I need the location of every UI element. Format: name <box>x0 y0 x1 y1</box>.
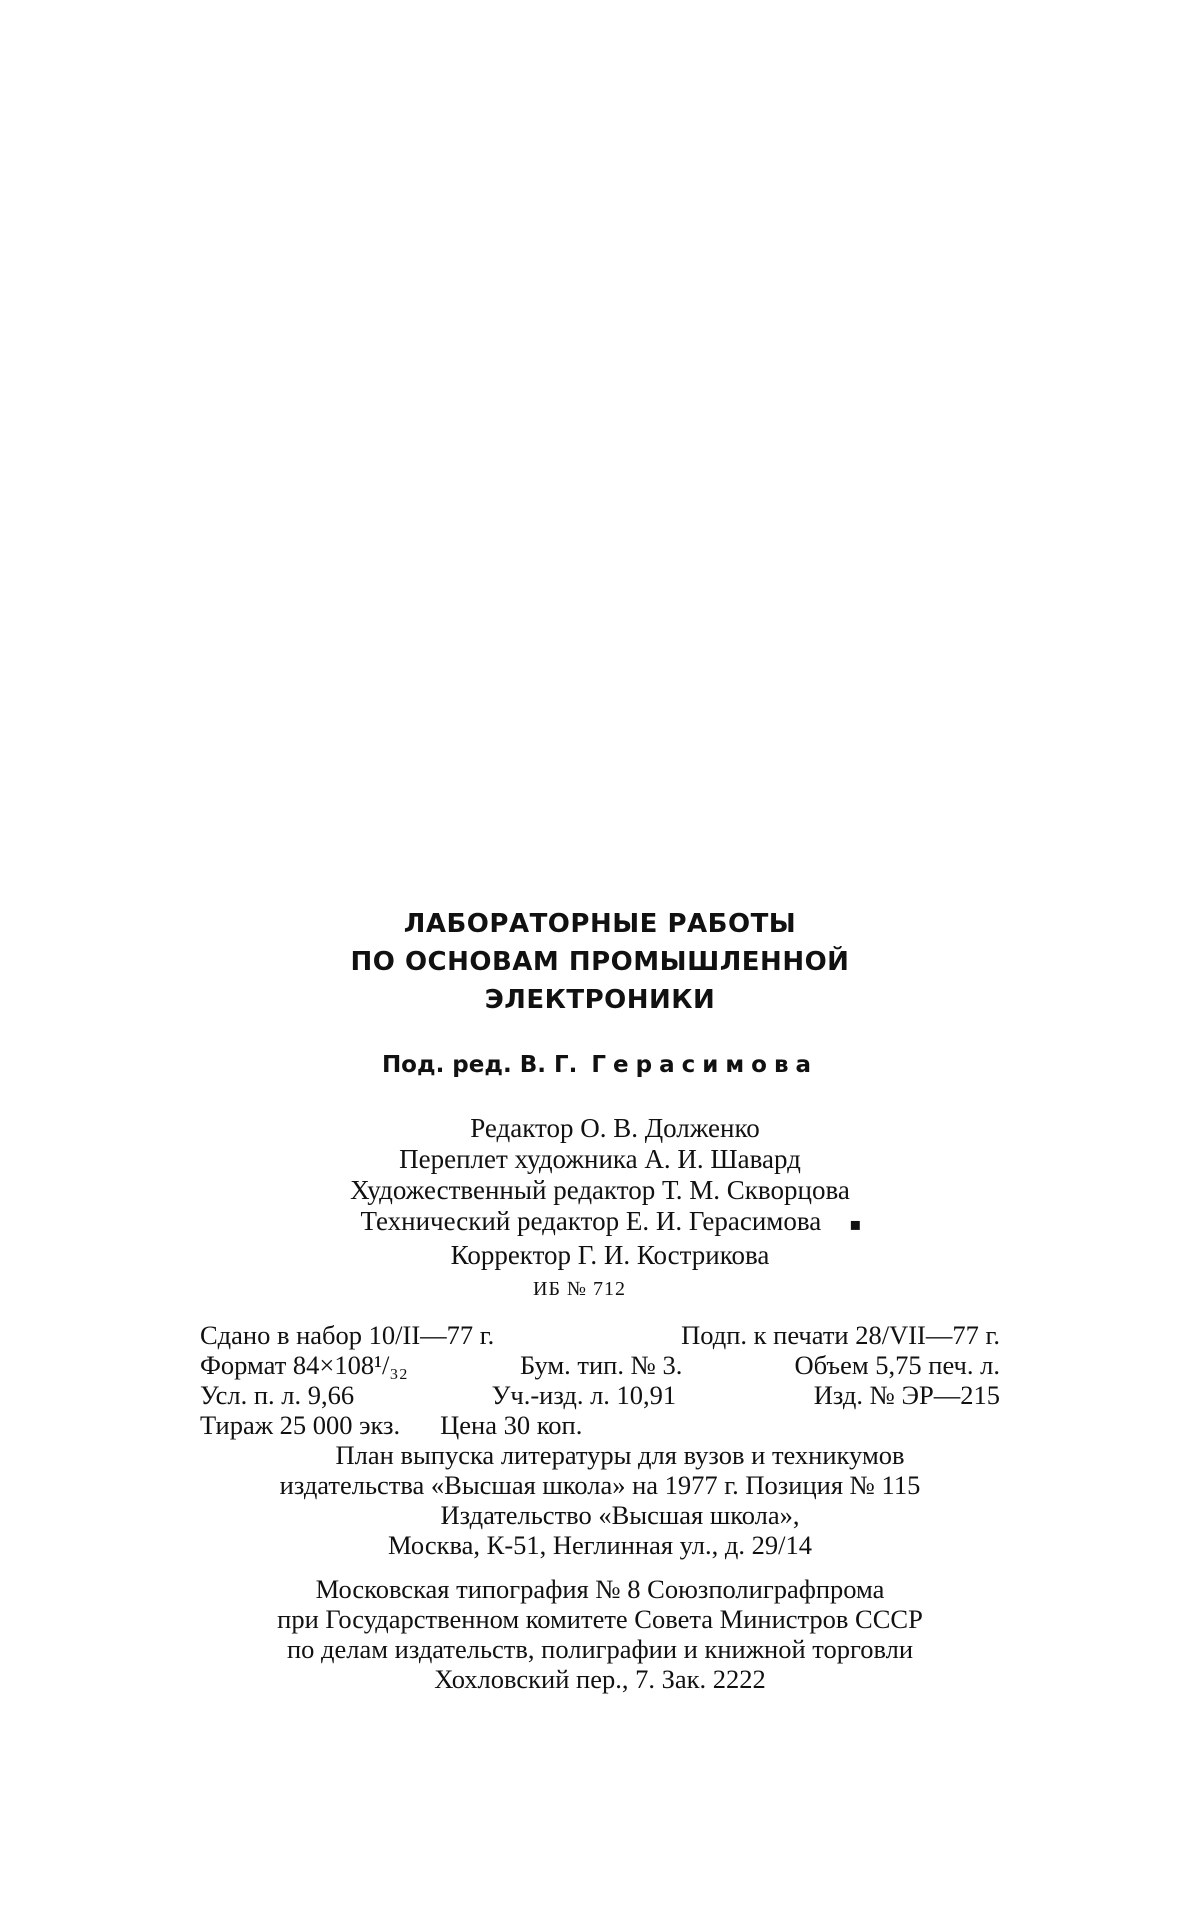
credit-tech-editor: Технический редактор Е. И. Герасимова <box>360 1206 822 1236</box>
print-run: Тираж 25 000 экз. <box>200 1410 401 1440</box>
general-editor-prefix: Под. ред. В. Г. <box>381 1052 578 1078</box>
general-editor-name: Герасимова <box>591 1052 819 1078</box>
plan-line-1: План выпуска литературы для вузов и техникумов <box>335 1440 905 1470</box>
ib-number: ИБ № 712 <box>533 1278 627 1300</box>
credits-block <box>0 1113 1200 1271</box>
title-line-3: ЭЛЕКТРОНИКИ <box>484 985 716 1015</box>
paper-type: Бум. тип. № 3. <box>519 1350 683 1380</box>
credit-editor: Редактор О. В. Долженко <box>470 1113 760 1143</box>
stray-mark-icon: ▪ <box>849 1214 862 1235</box>
imprint-block <box>200 1320 1000 1694</box>
imprint-row-dates <box>200 1320 1000 1350</box>
credit-art-editor: Художественный редактор Т. М. Скворцова <box>350 1175 850 1205</box>
printer-line-2: при Государственном комитете Совета Министров СССР <box>277 1604 923 1634</box>
book-title <box>0 905 1200 1019</box>
imprint-row-run <box>200 1410 1000 1440</box>
general-editor <box>0 1052 1200 1078</box>
printer-line-4: Хохловский пер., 7. Зак. 2222 <box>434 1664 766 1694</box>
signed-date: Подп. к печати 28/VII—77 г. <box>681 1320 1000 1350</box>
publisher: Издательство «Высшая школа», <box>440 1500 800 1530</box>
title-line-1: ЛАБОРАТОРНЫЕ РАБОТЫ <box>403 909 797 939</box>
printer-line-3: по делам издательств, полиграфии и книжной торговли <box>286 1634 914 1664</box>
imprint-row-sheets <box>200 1380 1000 1410</box>
credit-corrector: Корректор Г. И. Кострикова <box>450 1240 770 1270</box>
submitted-date: Сдано в набор 10/II—77 г. <box>200 1320 495 1350</box>
spacer <box>200 1560 1000 1574</box>
publication-number: Изд. № ЭР—215 <box>813 1380 1000 1410</box>
accounting-sheets: Уч.-изд. л. 10,91 <box>491 1380 677 1410</box>
volume: Объем 5,75 печ. л. <box>794 1350 1000 1380</box>
printer-line-1: Московская типография № 8 Союзполиграфпрома <box>315 1574 885 1604</box>
conventional-sheets: Усл. п. л. 9,66 <box>200 1380 355 1410</box>
plan-line-2: издательства «Высшая школа» на 1977 г. Позиция № 115 <box>279 1470 921 1500</box>
imprint-row-format <box>200 1350 1000 1380</box>
credit-cover: Переплет художника А. И. Шавард <box>399 1144 801 1174</box>
format: Формат 84×108¹/₃₂ <box>200 1350 408 1380</box>
price: Цена 30 коп. <box>440 1410 583 1440</box>
credit-tech-editor-line <box>0 1206 1200 1240</box>
title-line-2: ПО ОСНОВАМ ПРОМЫШЛЕННОЙ <box>350 947 850 977</box>
publisher-address: Москва, К-51, Неглинная ул., д. 29/14 <box>388 1530 812 1560</box>
